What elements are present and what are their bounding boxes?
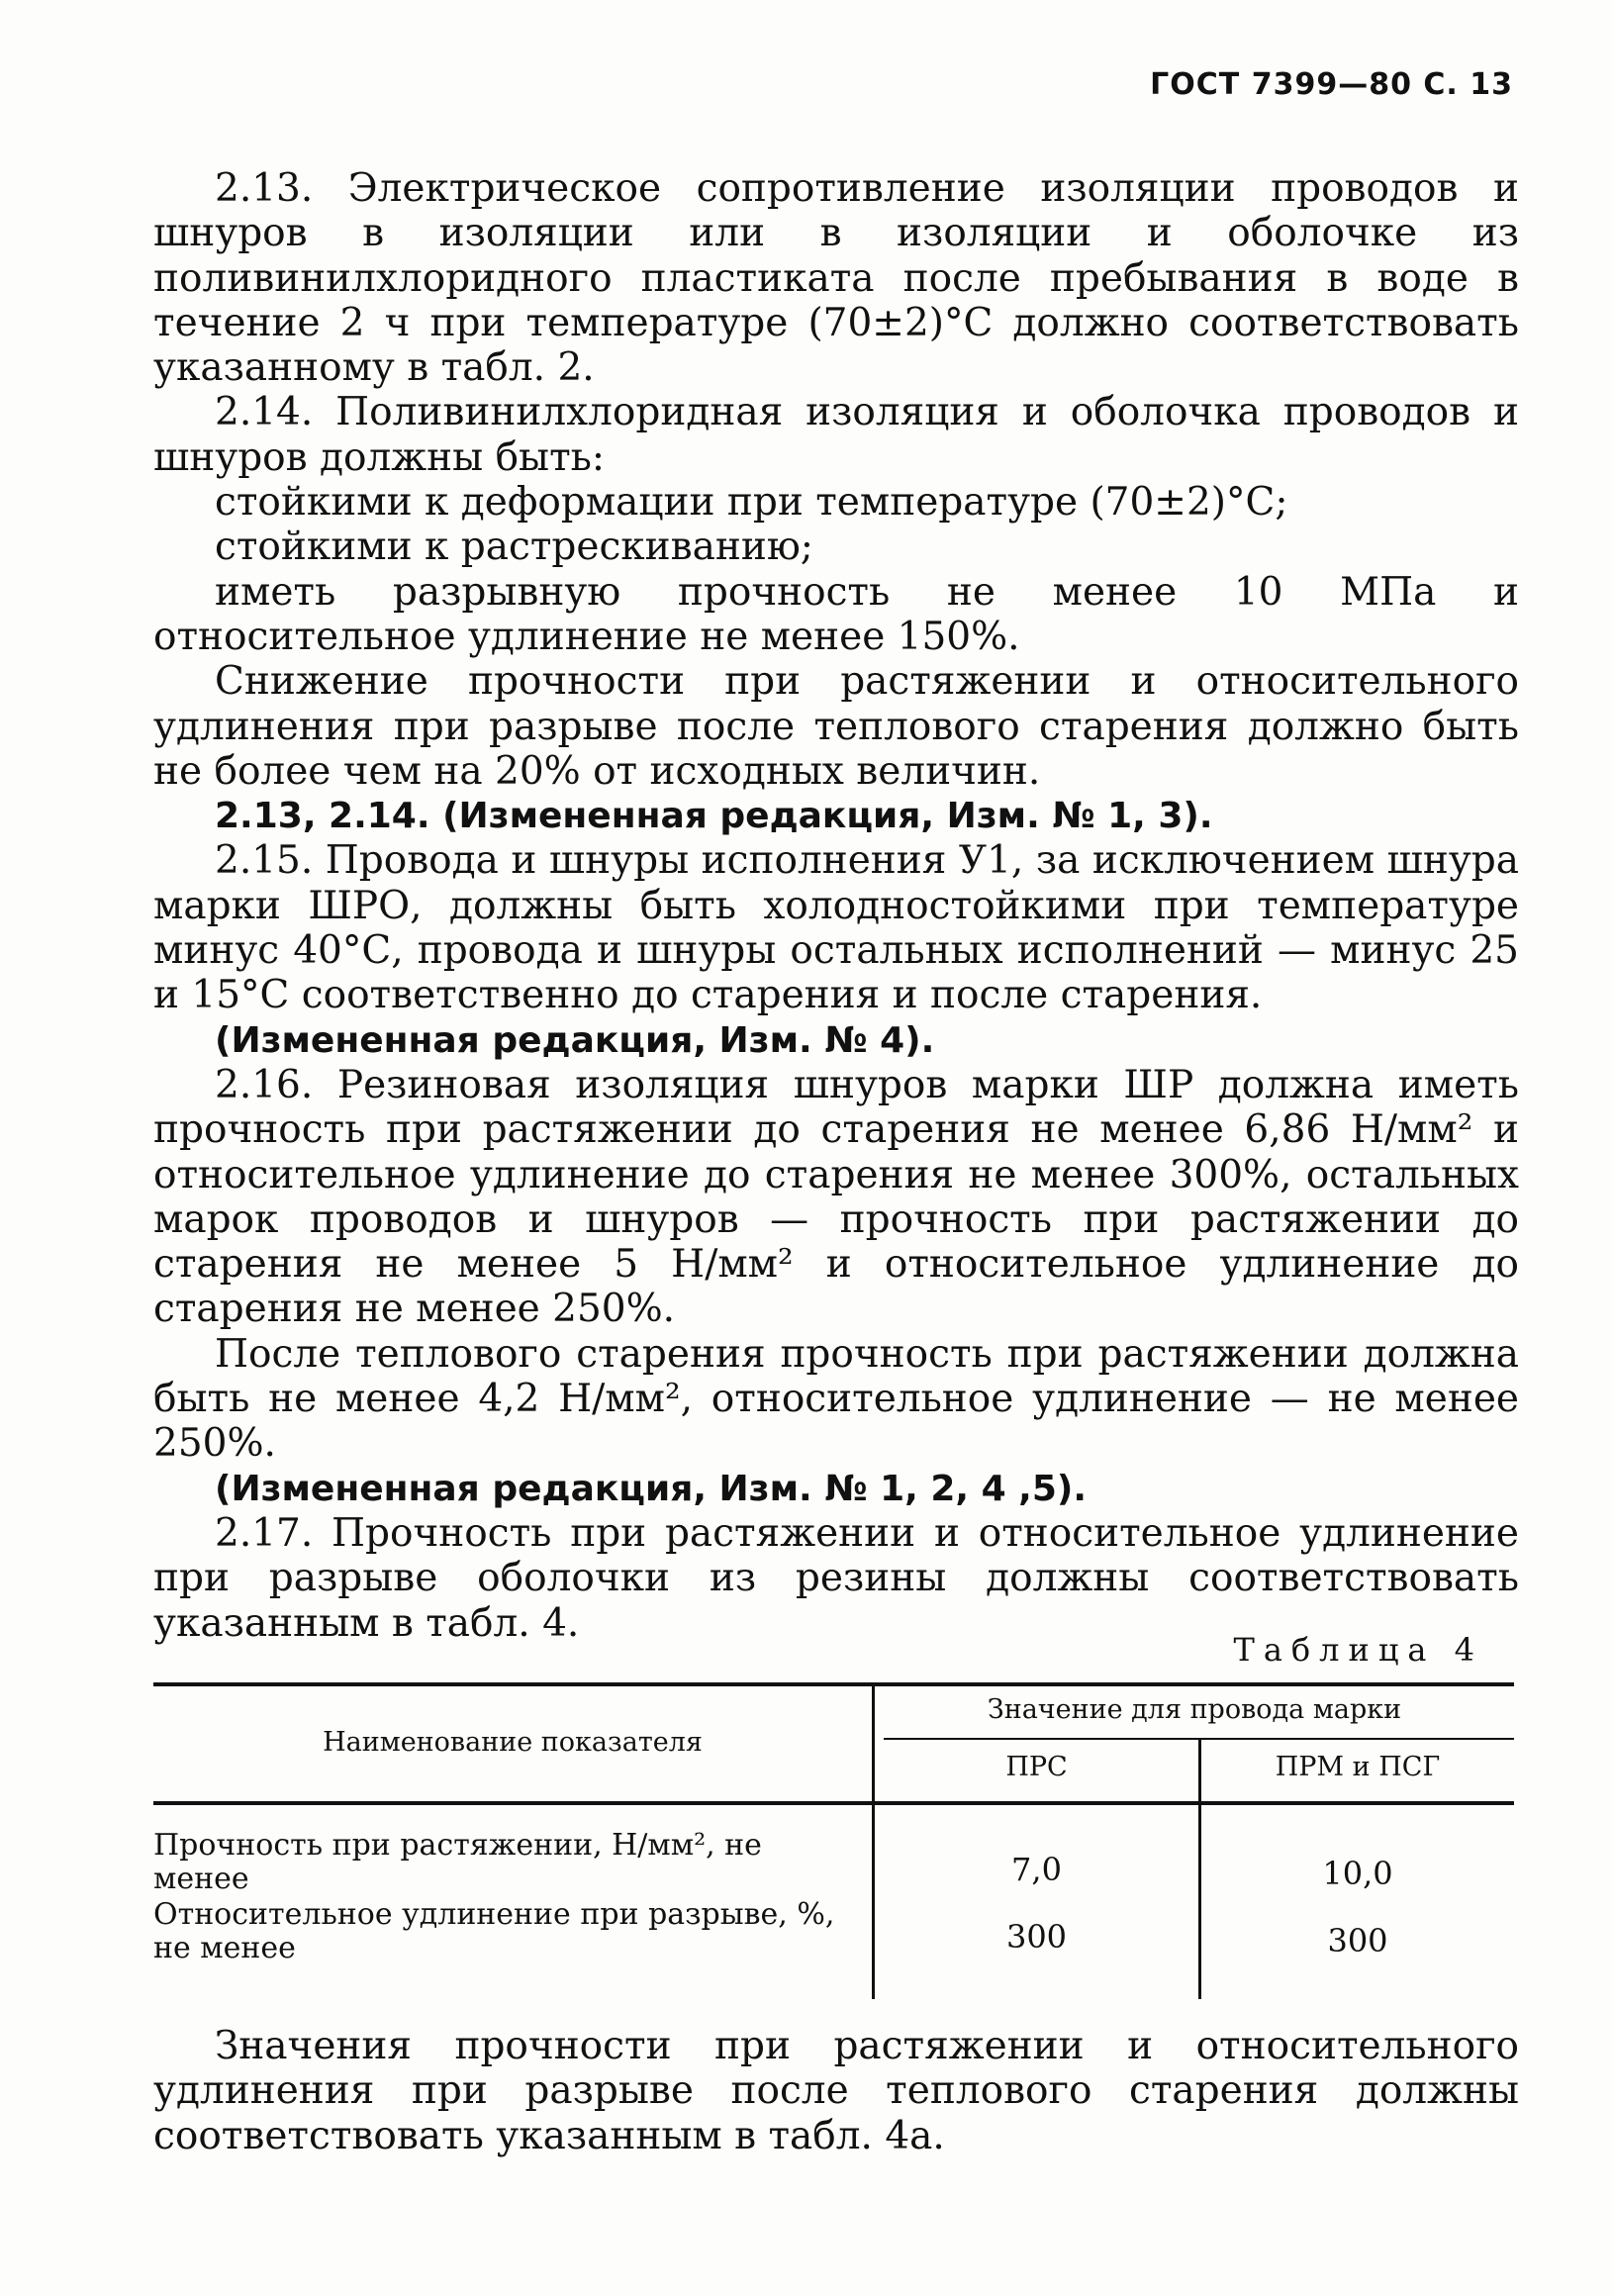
row-value-strength-prm: 10,0 [1322, 1855, 1393, 1892]
row-value-elongation-prm: 300 [1327, 1922, 1388, 1960]
header-col-prs: ПРС [1005, 1752, 1068, 1782]
table-4 [153, 1682, 1514, 1999]
paragraph-2-17: 2.17. Прочность при растяжении и относительное удлинение при разрыве оболочки из резины должны соответствовать указанным в табл. 4. [153, 1510, 1519, 1646]
amendment-note: (Измененная редакция, Изм. № 4). [215, 1019, 935, 1061]
amendment-note: (Измененная редакция, Изм. № 1, 2, 4 ,5). [215, 1468, 1088, 1509]
table-top-rule [153, 1682, 1514, 1686]
row-value-strength-prs: 7,0 [1011, 1851, 1062, 1888]
amendment-note: 2.13, 2.14. (Измененная редакция, Изм. № 1, 3). [215, 796, 1213, 837]
header-value-group: Значение для провода марки [987, 1694, 1402, 1725]
list-item: иметь разрывную прочность не менее 10 МПа и относительное удлинение не менее 150%. [153, 569, 1519, 659]
list-item: стойкими к растрескиванию; [215, 525, 813, 570]
row-value-elongation-prs: 300 [1005, 1918, 1068, 1956]
header-indicator-name: Наименование показателя [323, 1727, 703, 1758]
paragraph: После теплового старения прочность при растяжении должна быть не менее 4,2 Н/мм², относительное удлинение — не менее 250%. [153, 1331, 1519, 1467]
closing-text [153, 2024, 1519, 2158]
table-header-rule [153, 1801, 1514, 1805]
paragraph: Снижение прочности при растяжении и относительного удлинения при разрыве после теплового старения должно быть не более чем на 20% от исходных величин. [153, 659, 1519, 794]
paragraph-2-14: 2.14. Поливинилхлоридная изоляция и оболочка проводов и шнуров должны быть: [153, 390, 1519, 480]
paragraph: Значения прочности при растяжении и относительного удлинения при разрыве после теплового старения должны соответствовать указанным в табл. 4а. [153, 2024, 1519, 2158]
paragraph-2-13: 2.13. Электрическое сопротивление изоляции проводов и шнуров в изоляции или в изоляции и оболочке из поливинилхлоридного пластиката после пребывания в воде в течение 2 ч при температуре (70±2)°С должно соответствовать указанному в табл. 2. [153, 166, 1519, 391]
row-name-strength: Прочность при растяжении, Н/мм², не менее [153, 1828, 762, 1896]
body-text [153, 166, 1519, 1646]
table-caption: Таблица 4 [1233, 1631, 1483, 1669]
row-name-elongation: Относительное удлинение при разрыве, %, не менее [153, 1897, 835, 1965]
list-item: стойкими к деформации при температуре (70±2)°С; [215, 480, 1288, 526]
header-col-prm-psg: ПРМ и ПСГ [1275, 1752, 1441, 1782]
paragraph-2-15: 2.15. Провода и шнуры исполнения У1, за исключением шнура марки ШРО, должны быть холодностойкими при температуре минус 40°С, провода и шнуры остальных исполнений — минус 25 и 15°С соответственно до старения и после старения. [153, 838, 1519, 1018]
page-header: ГОСТ 7399—80 С. 13 [1150, 67, 1513, 102]
paragraph-2-16: 2.16. Резиновая изоляция шнуров марки ШР должна иметь прочность при растяжении до старения не менее 6,86 Н/мм² и относительное удлинение до старения не менее 300%, остальных марок проводов и шнуров — прочность при растяжении до старения не менее 5 Н/мм² и относительное удлинение до старения не менее 250%. [153, 1062, 1519, 1332]
